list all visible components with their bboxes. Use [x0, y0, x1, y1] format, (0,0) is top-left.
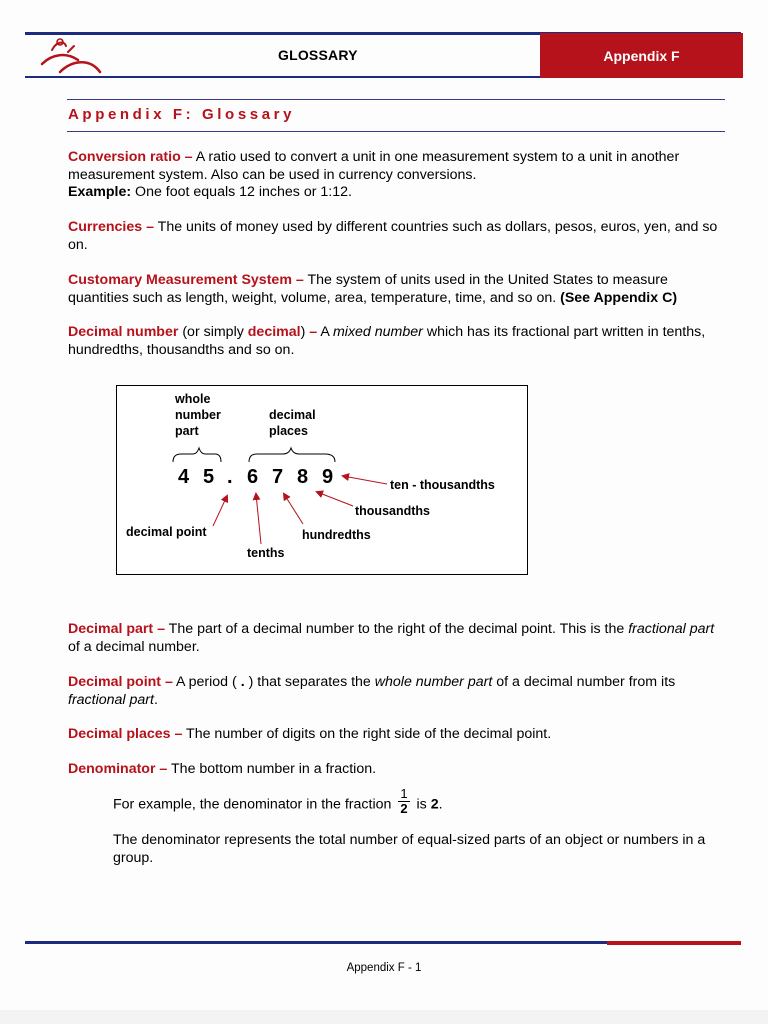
definition-text: A ratio used to convert a unit in one measurement system to a unit in another measurement system. Also can be used in currency conversions.	[68, 149, 680, 183]
entry-currencies	[68, 219, 728, 254]
term-customary-measurement: Customary Measurement System –	[68, 272, 304, 288]
whole-number-part-label: whole number part	[175, 392, 221, 438]
entry-decimal-point	[68, 674, 728, 709]
decimal-places-brace	[249, 448, 335, 462]
label-tenths: tenths	[247, 546, 285, 560]
arrow-hundredths	[284, 494, 303, 524]
definition-text: A	[317, 324, 333, 340]
label-hundredths: hundredths	[302, 528, 371, 542]
italic-whole-number-part: whole number part	[374, 674, 493, 690]
label-thousandths: thousandths	[355, 504, 430, 518]
term-decimal-places: Decimal places –	[68, 726, 183, 742]
digit-7: 7	[272, 466, 284, 488]
term-currencies: Currencies –	[68, 219, 154, 235]
footer-blue-rule	[25, 941, 607, 944]
definition-text: of a decimal number.	[68, 638, 200, 655]
arrow-ten-thousandths	[343, 476, 387, 484]
period: .	[438, 796, 443, 813]
definition-text: )	[300, 324, 306, 340]
digit-8: 8	[297, 466, 309, 488]
definition-text: .	[153, 691, 158, 708]
italic-fractional-part: fractional part	[628, 621, 715, 637]
entry-customary-measurement	[68, 272, 728, 307]
page-number: Appendix F - 1	[346, 962, 422, 974]
definition-text: of a decimal number from its	[492, 674, 676, 690]
see-appendix-c: (See Appendix C)	[560, 289, 678, 306]
definition-text: The units of money used by different countries such as dollars, pesos, euros, yen, and so on.	[68, 219, 718, 253]
denominator-example	[113, 786, 728, 819]
footer-red-rule	[607, 941, 741, 945]
italic-fractional-part: fractional part	[68, 691, 154, 708]
example-text: One foot equals 12 inches or 1:12.	[131, 184, 352, 200]
answer-value: 2	[430, 796, 439, 813]
definition-text: A period (	[172, 674, 241, 690]
entry-denominator	[68, 761, 728, 779]
appendix-badge	[540, 33, 743, 78]
title-bottom-rule	[67, 131, 725, 132]
arc-logo-icon	[38, 36, 108, 76]
page-bottom-shade	[0, 1010, 768, 1024]
term-dash: –	[305, 324, 318, 340]
entry-conversion-ratio	[68, 149, 728, 202]
term-conversion-ratio: Conversion ratio –	[68, 149, 193, 165]
term-decimal-number: Decimal number	[68, 324, 179, 340]
term-decimal-part: Decimal part –	[68, 621, 165, 637]
entry-decimal-places	[68, 726, 728, 744]
digit-9: 9	[322, 466, 334, 488]
definition-text: The bottom number in a fraction.	[167, 761, 377, 777]
whole-part-brace	[173, 448, 221, 462]
period-symbol: .	[240, 674, 245, 690]
definition-text: The number of digits on the right side of the decimal point.	[182, 726, 552, 742]
label-decimal-point: decimal point	[126, 525, 207, 539]
title-top-rule	[67, 99, 725, 100]
arrow-thousandths	[317, 492, 353, 506]
arrow-tenths	[256, 494, 261, 544]
definition-text: The system of units used in the United States to measure quantities such as length, weight, volume, area, temperature, time, and so on.	[68, 272, 668, 306]
term-decimal: decimal	[247, 324, 301, 340]
italic-mixed-number: mixed number	[332, 324, 423, 340]
denominator-note: The denominator represents the total number of equal-sized parts of an object or numbers in a group.	[113, 832, 706, 866]
decimal-place-value-diagram	[116, 385, 528, 575]
label-ten-thousandths: ten - thousandths	[390, 478, 495, 492]
fraction-one-half	[398, 787, 409, 816]
page-title: Appendix F: Glossary	[68, 106, 296, 123]
definition-text: The part of a decimal number to the right of the decimal point. This is the	[165, 621, 629, 637]
is-text: is	[416, 796, 427, 813]
appendix-badge-label: Appendix F	[603, 47, 680, 64]
definition-text: (or simply	[178, 324, 248, 340]
example-label: Example:	[68, 184, 132, 200]
fraction-numerator: 1	[400, 786, 408, 801]
digit-4: 4	[178, 466, 190, 488]
fraction-denominator: 2	[400, 801, 408, 816]
term-decimal-point: Decimal point –	[68, 674, 173, 690]
definition-text: ) that separates the	[244, 674, 375, 690]
entry-decimal-number	[68, 324, 728, 359]
decimal-places-label: decimal places	[269, 408, 316, 438]
entry-decimal-part	[68, 621, 728, 656]
arrow-decimal-point	[213, 496, 227, 526]
term-denominator: Denominator –	[68, 761, 168, 777]
header-title: GLOSSARY	[278, 47, 358, 63]
digit-5: 5	[203, 466, 215, 488]
digit-point: .	[227, 466, 233, 488]
definition-text: which has its fractional part written in tenths, hundredths, thousandths and so on.	[68, 324, 706, 358]
example-text: For example, the denominator in the fraction	[113, 796, 392, 813]
digit-6: 6	[247, 466, 259, 488]
